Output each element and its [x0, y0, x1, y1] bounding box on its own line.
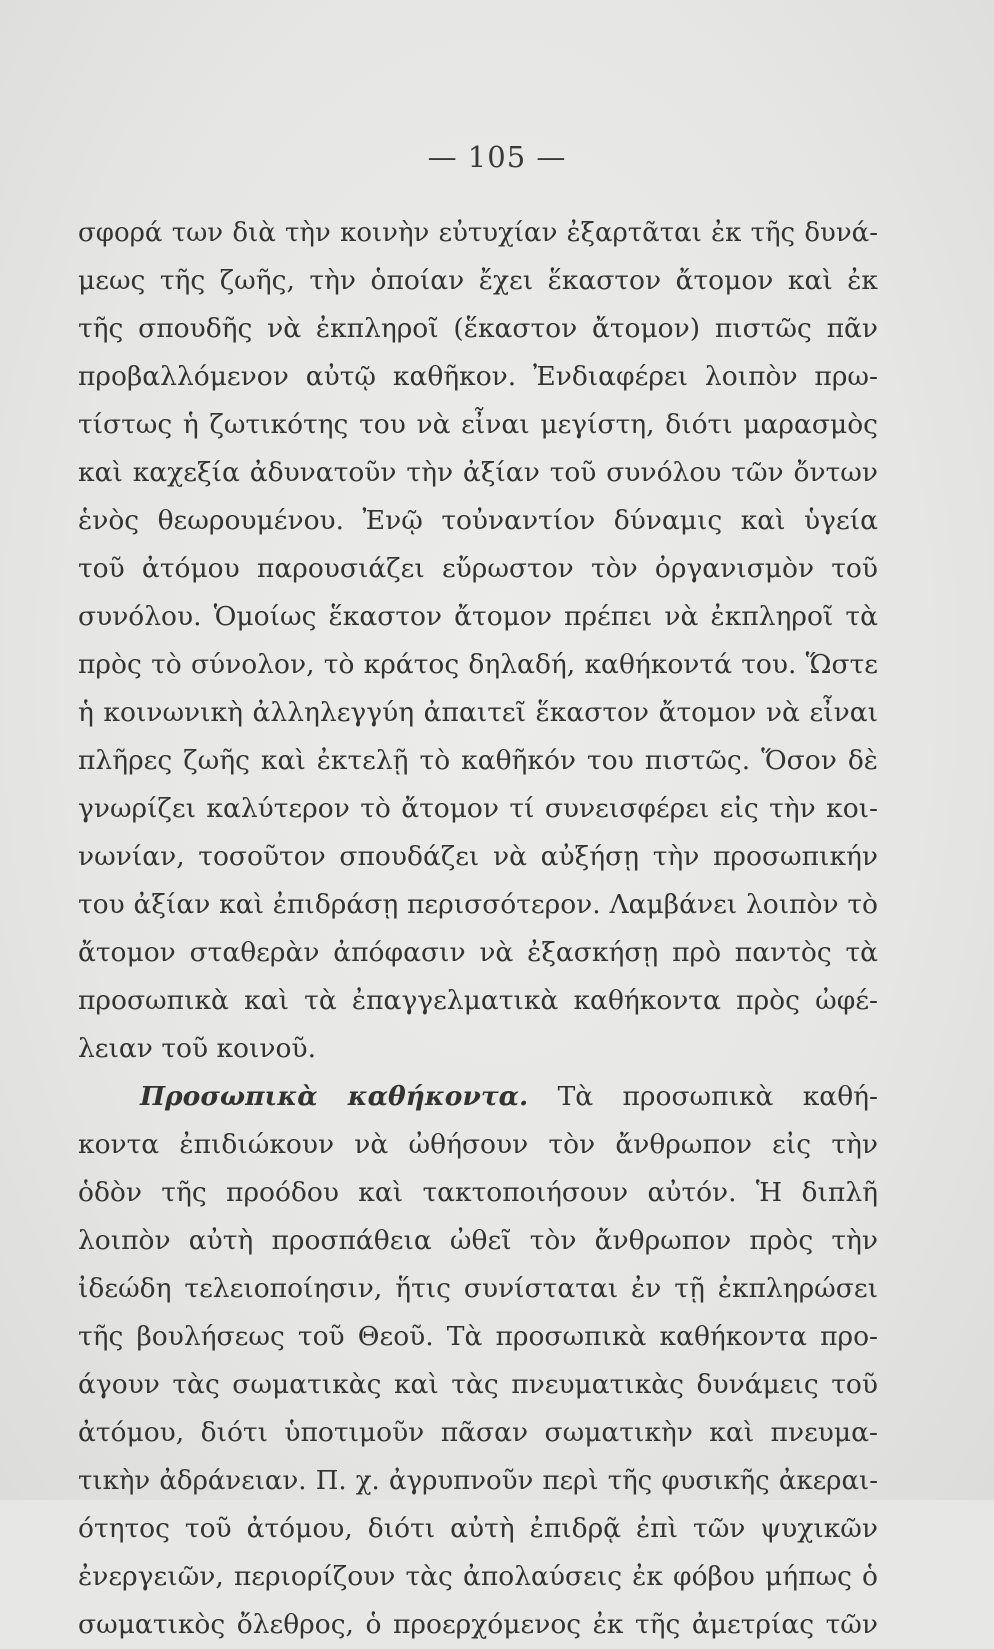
text-line: ὁδὸν τῆς προόδου καὶ τακτοποιήσουν αὐτόν. Ἡ διπλῆ	[78, 1177, 878, 1208]
text-line: ἄτομον σταθερὰν ἀπόφασιν νὰ ἐξασκήσῃ πρὸ παντὸς τὰ	[78, 937, 878, 968]
text-line: μεως τῆς ζωῆς, τὴν ὁποίαν ἔχει ἕκαστον ἄτομον καὶ ἐκ	[78, 265, 878, 296]
text-line: λοιπὸν αὐτὴ προσπάθεια ὠθεῖ τὸν ἄνθρωπον πρὸς τὴν	[78, 1225, 878, 1256]
text-line: σωματικὸς ὄλεθρος, ὁ προερχόμενος ἐκ τῆς ἀμετρίας τῶν	[78, 1609, 878, 1640]
text-line: πρὸς τὸ σύνολον, τὸ κράτος δηλαδή, καθήκοντά του. Ὥστε	[78, 649, 878, 680]
section-first-line	[78, 1073, 878, 1121]
text-line: ἀτόμου, διότι ὑποτιμοῦν πᾶσαν σωματικὴν καὶ πνευμα-	[78, 1417, 878, 1448]
text-line: τικὴν ἀδράνειαν. Π. χ. ἀγρυπνοῦν περὶ τῆς φυσικῆς ἀκεραι-	[78, 1466, 878, 1496]
text-line: τοῦ ἀτόμου παρουσιάζει εὔρωστον τὸν ὀργανισμὸν τοῦ	[78, 553, 878, 584]
section-heading: Προσωπικὰ καθήκοντα.	[140, 1081, 529, 1112]
text-line: ἡ κοινωνικὴ ἀλληλεγγύη ἀπαιτεῖ ἕκαστον ἄτομον νὰ εἶναι	[78, 697, 878, 728]
text-line: τῆς σπουδῆς νὰ ἐκπληροῖ (ἕκαστον ἄτομον) πιστῶς πᾶν	[78, 313, 878, 344]
text-line: λειαν τοῦ κοινοῦ.	[78, 1033, 316, 1064]
text-line: κοντα ἐπιδιώκουν νὰ ὠθήσουν τὸν ἄνθρωπον εἰς τὴν	[78, 1129, 878, 1160]
text-line: νωνίαν, τοσοῦτον σπουδάζει νὰ αὐξήσῃ τὴν προσωπικήν	[78, 841, 878, 872]
body-text	[78, 209, 878, 1649]
section-first-line-rest: Τὰ προσωπικὰ καθή-	[557, 1081, 878, 1112]
page-number: — 105 —	[427, 140, 567, 174]
text-line: του ἀξίαν καὶ ἐπιδράσῃ περισσότερον. Λαμβάνει λοιπὸν τὸ	[78, 889, 878, 920]
text-line: ότητος τοῦ ἀτόμου, διότι αὐτὴ ἐπιδρᾷ ἐπὶ τῶν ψυχικῶν	[78, 1513, 878, 1544]
text-line: τῆς βουλήσεως τοῦ Θεοῦ. Τὰ προσωπικὰ καθήκοντα προ-	[78, 1321, 878, 1352]
text-line: ἑνὸς θεωρουμένου. Ἐνῷ τοὐναντίον δύναμις καὶ ὑγεία	[78, 505, 878, 536]
text-line: άγουν τὰς σωματικὰς καὶ τὰς πνευματικὰς δυνάμεις τοῦ	[78, 1369, 878, 1400]
text-line: συνόλου. Ὁμοίως ἕκαστον ἄτομον πρέπει νὰ ἐκπληροῖ τὰ	[78, 601, 878, 632]
text-line: γνωρίζει καλύτερον τὸ ἄτομον τί συνεισφέρει εἰς τὴν κοι-	[78, 793, 878, 824]
text-line: προσωπικὰ καὶ τὰ ἐπαγγελματικὰ καθήκοντα πρὸς ὠφέ-	[78, 985, 878, 1016]
text-line: ἐνεργειῶν, περιορίζουν τὰς ἀπολαύσεις ἐκ φόβου μήπως ὁ	[78, 1561, 878, 1592]
text-line: πλῆρες ζωῆς καὶ ἐκτελῇ τὸ καθῆκόν του πιστῶς. Ὅσον δὲ	[78, 745, 878, 776]
text-line: καὶ καχεξία ἀδυνατοῦν τὴν ἀξίαν τοῦ συνόλου τῶν ὄντων	[78, 457, 878, 488]
text-line: σφορά των διὰ τὴν κοινὴν εὐτυχίαν ἐξαρτᾶται ἐκ τῆς δυνά-	[78, 218, 878, 248]
text-line: προβαλλόμενον αὐτῷ καθῆκον. Ἐνδιαφέρει λοιπὸν πρω-	[78, 361, 878, 392]
text-line: τίστως ἡ ζωτικότης του νὰ εἶναι μεγίστη, διότι μαρασμὸς	[78, 409, 878, 440]
text-line: ἰδεώδη τελειοποίησιν, ἥτις συνίσταται ἐν τῇ ἐκπληρώσει	[78, 1273, 878, 1304]
